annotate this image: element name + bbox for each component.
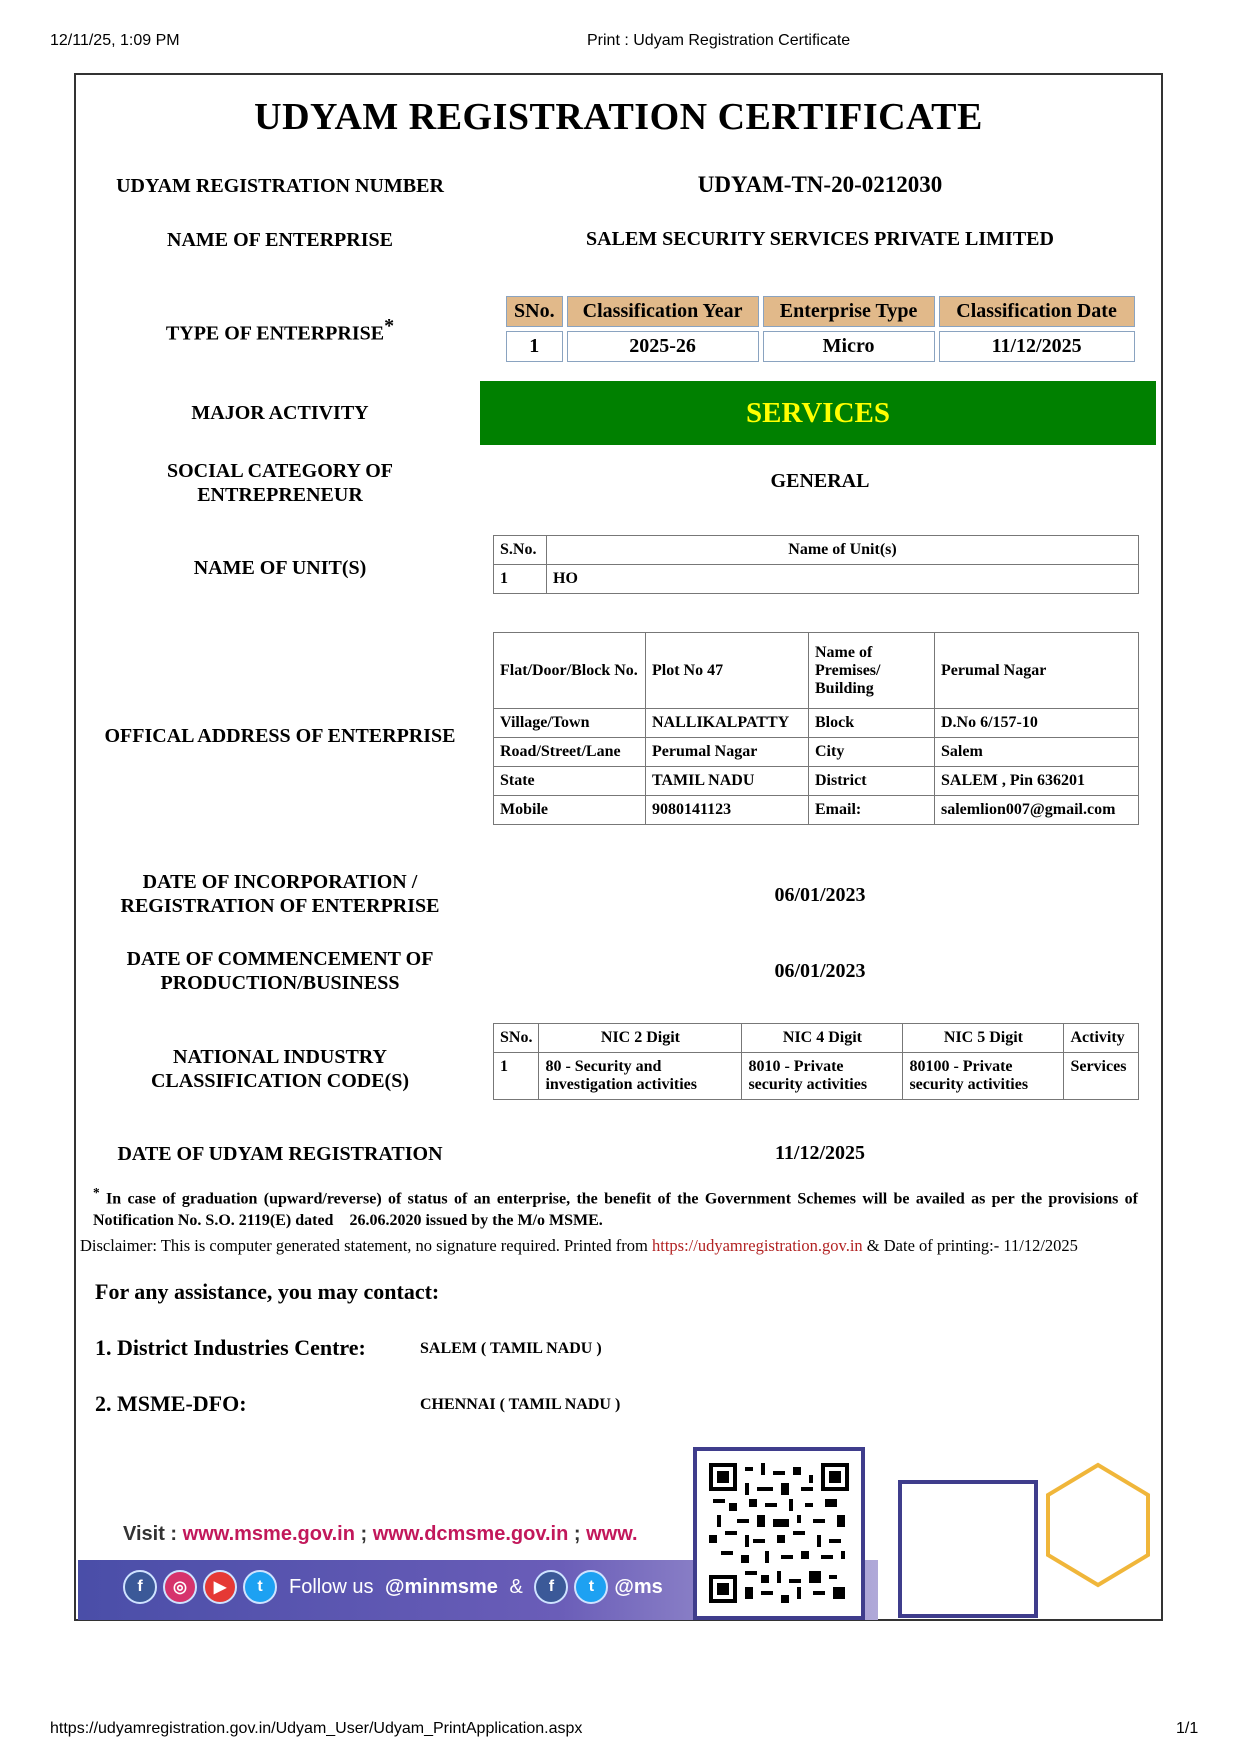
note-asterisk: * — [93, 1185, 100, 1200]
disclaimer-link[interactable]: https://udyamregistration.gov.in — [652, 1236, 863, 1255]
table-header-cell: Classification Year — [567, 296, 759, 327]
print-page-count: 1/1 — [1176, 1720, 1199, 1737]
major-activity-label: MAJOR ACTIVITY — [191, 402, 369, 424]
table-row — [494, 767, 1139, 796]
assist-title: For any assistance, you may contact: — [95, 1279, 440, 1304]
table-cell: 11/12/2025 — [939, 331, 1135, 362]
disclaimer-suffix: & Date of printing:- 11/12/2025 — [862, 1236, 1078, 1255]
table-cell: Mobile — [494, 796, 646, 825]
table-cell: Block — [809, 709, 935, 738]
amp-text: & — [503, 1575, 529, 1598]
print-page-title: Print : Udyam Registration Certificate — [587, 32, 851, 49]
reg-number-value: UDYAM-TN-20-0212030 — [697, 172, 943, 197]
disclaimer — [80, 1236, 1078, 1256]
nic-label-line: CLASSIFICATION CODE(S) — [150, 1070, 409, 1092]
follow-row — [123, 1570, 663, 1604]
table-cell: Perumal Nagar — [646, 738, 809, 767]
major-activity-value: SERVICES — [480, 381, 1156, 445]
address-table — [493, 632, 1139, 825]
table-header-cell: SNo. — [494, 1024, 539, 1053]
msme-link[interactable]: www.msme.gov.in — [182, 1523, 355, 1545]
table-cell: 1 — [506, 331, 563, 362]
facebook-icon[interactable]: f — [123, 1570, 157, 1604]
photo-placeholder — [898, 1480, 1038, 1618]
social-category-label-line: SOCIAL CATEGORY OF — [167, 460, 393, 482]
table-cell: Name of Premises/ Building — [809, 633, 935, 709]
table-cell: District — [809, 767, 935, 796]
table-cell: NALLIKALPATTY — [646, 709, 809, 738]
table-cell: salemlion007@gmail.com — [935, 796, 1139, 825]
dfo-value: CHENNAI ( TAMIL NADU ) — [420, 1396, 621, 1413]
table-header-row — [506, 296, 1135, 327]
table-cell: SALEM , Pin 636201 — [935, 767, 1139, 796]
social-category-label — [90, 459, 470, 507]
incorporation-value: 06/01/2023 — [774, 884, 866, 906]
table-header-cell: Name of Unit(s) — [547, 536, 1139, 565]
table-header-cell: NIC 2 Digit — [539, 1024, 742, 1053]
nic-table — [493, 1023, 1139, 1100]
table-cell: Flat/Door/Block No. — [494, 633, 646, 709]
hexagon-decoration-icon — [1038, 1460, 1158, 1610]
table-row — [494, 796, 1139, 825]
visit-label: Visit : — [123, 1523, 183, 1545]
social-category-value: GENERAL — [770, 470, 870, 492]
table-cell: Village/Town — [494, 709, 646, 738]
handle-text-truncated: @ms — [614, 1575, 663, 1598]
table-header-cell: NIC 4 Digit — [742, 1024, 903, 1053]
table-header-cell: Classification Date — [939, 296, 1135, 327]
reg-number-label: UDYAM REGISTRATION NUMBER — [116, 175, 444, 197]
enterprise-type-label-text: TYPE OF ENTERPRISE — [165, 322, 385, 345]
table-cell: 2025-26 — [567, 331, 759, 362]
commencement-label-line: PRODUCTION/BUSINESS — [160, 972, 400, 994]
table-cell: Services — [1064, 1053, 1139, 1100]
table-cell: 80100 - Private security activities — [903, 1053, 1064, 1100]
handle-text: @minmsme — [385, 1575, 498, 1598]
table-cell: 8010 - Private security activities — [742, 1053, 903, 1100]
enterprise-name-label: NAME OF ENTERPRISE — [167, 229, 393, 251]
table-cell: State — [494, 767, 646, 796]
separator: ; — [568, 1523, 587, 1545]
nic-label-line: NATIONAL INDUSTRY — [173, 1046, 387, 1068]
table-cell: 80 - Security and investigation activities — [539, 1053, 742, 1100]
enterprise-name-value: SALEM SECURITY SERVICES PRIVATE LIMITED — [586, 228, 1054, 250]
table-cell: Perumal Nagar — [935, 633, 1139, 709]
disclaimer-prefix: Disclaimer: This is computer generated statement, no signature required. Printed from — [80, 1236, 652, 1255]
table-cell: Salem — [935, 738, 1139, 767]
certificate-title: UDYAM REGISTRATION CERTIFICATE — [254, 96, 983, 138]
table-cell: TAMIL NADU — [646, 767, 809, 796]
udyam-date-value: 11/12/2025 — [774, 1142, 865, 1164]
table-cell: Plot No 47 — [646, 633, 809, 709]
table-row — [506, 331, 1135, 362]
qr-code-icon — [709, 1463, 849, 1603]
table-row — [494, 709, 1139, 738]
youtube-icon[interactable]: ▶ — [203, 1570, 237, 1604]
incorporation-label — [90, 870, 470, 918]
separator: ; — [354, 1523, 373, 1545]
twitter-icon[interactable]: t — [574, 1570, 608, 1604]
address-label: OFFICAL ADDRESS OF ENTERPRISE — [104, 725, 456, 747]
units-table — [493, 535, 1139, 594]
table-cell: Email: — [809, 796, 935, 825]
facebook-icon[interactable]: f — [534, 1570, 568, 1604]
commencement-label-line: DATE OF COMMENCEMENT OF — [126, 948, 434, 970]
dcmsme-link[interactable]: www.dcmsme.gov.in — [372, 1523, 569, 1545]
table-header-row — [494, 536, 1139, 565]
table-cell: 1 — [494, 565, 547, 594]
table-cell: D.No 6/157-10 — [935, 709, 1139, 738]
table-header-cell: SNo. — [506, 296, 563, 327]
table-cell: City — [809, 738, 935, 767]
type-asterisk: * — [384, 315, 395, 337]
social-category-label-line: ENTREPRENEUR — [197, 484, 363, 506]
table-header-cell: NIC 5 Digit — [903, 1024, 1064, 1053]
note-text: In case of graduation (upward/reverse) of status of an enterprise, the benefit of the Government Schemes will be availed as per the provisions of Notification No. S.O. 2119(E) dated 26.06.2020 issued by the M/o MSME. — [93, 1190, 1143, 1230]
udyam-date-label: DATE OF UDYAM REGISTRATION — [117, 1143, 443, 1165]
table-header-cell: S.No. — [494, 536, 547, 565]
enterprise-type-label — [90, 314, 470, 346]
dic-label: 1. District Industries Centre: — [95, 1335, 366, 1360]
table-row — [494, 738, 1139, 767]
table-row — [494, 633, 1139, 709]
twitter-icon[interactable]: t — [243, 1570, 277, 1604]
instagram-icon[interactable]: ◎ — [163, 1570, 197, 1604]
commencement-label — [90, 947, 470, 995]
follow-text: Follow us — [289, 1575, 380, 1598]
commencement-value: 06/01/2023 — [774, 960, 866, 982]
qr-code — [693, 1447, 865, 1620]
table-header-row — [494, 1024, 1139, 1053]
visit-line — [123, 1523, 638, 1546]
table-row — [494, 565, 1139, 594]
table-cell: HO — [547, 565, 1139, 594]
nic-label — [90, 1045, 470, 1093]
table-cell: Road/Street/Lane — [494, 738, 646, 767]
incorporation-label-line: DATE OF INCORPORATION / — [142, 871, 418, 893]
table-cell: 1 — [494, 1053, 539, 1100]
table-header-cell: Enterprise Type — [763, 296, 935, 327]
dfo-label: 2. MSME-DFO: — [95, 1391, 247, 1416]
incorporation-label-line: REGISTRATION OF ENTERPRISE — [120, 895, 440, 917]
print-url: https://udyamregistration.gov.in/Udyam_User/Udyam_PrintApplication.aspx — [50, 1720, 583, 1737]
units-label: NAME OF UNIT(S) — [193, 557, 367, 579]
print-datetime: 12/11/25, 1:09 PM — [50, 32, 180, 49]
truncated-link[interactable]: www. — [586, 1523, 638, 1545]
table-header-cell: Activity — [1064, 1024, 1139, 1053]
table-row — [494, 1053, 1139, 1100]
dic-value: SALEM ( TAMIL NADU ) — [420, 1340, 602, 1357]
graduation-note — [93, 1182, 1143, 1232]
enterprise-type-table — [502, 292, 1139, 366]
table-cell: Micro — [763, 331, 935, 362]
table-cell: 9080141123 — [646, 796, 809, 825]
